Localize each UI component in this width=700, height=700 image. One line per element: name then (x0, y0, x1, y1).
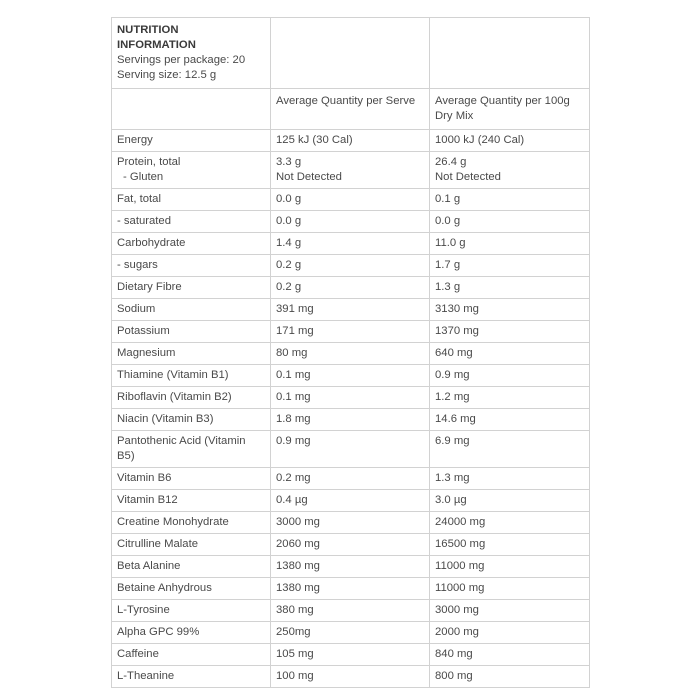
per-100g-cell (430, 343, 590, 365)
empty-cell (271, 18, 430, 89)
nutrient-name-value: - saturated (117, 215, 172, 227)
per-serve-cell-value: 125 kJ (30 Cal) (276, 134, 353, 146)
per-100g-cell (430, 431, 590, 468)
table-row (112, 152, 590, 189)
per-serve-cell-value: 3000 mg (276, 516, 320, 528)
per-serve-cell-value: 1380 mg (276, 560, 320, 572)
table-row (112, 189, 590, 211)
per-serve-cell-value: 0.4 µg (276, 494, 308, 506)
nutrient-name (112, 409, 271, 431)
nutrient-name-value: Magnesium (117, 347, 176, 359)
table-row (112, 578, 590, 600)
per-serve-cell (271, 644, 430, 666)
nutrient-name (112, 578, 271, 600)
per-100g-cell (430, 130, 590, 152)
per-100g-cell-value: 1.7 g (435, 259, 461, 271)
nutrient-name (112, 211, 271, 233)
per-serve-cell (271, 490, 430, 512)
nutrient-name-value: L-Theanine (117, 670, 175, 682)
nutrient-name-value: Beta Alanine (117, 560, 181, 572)
nutrient-rows (112, 130, 590, 688)
table-title-line2: INFORMATION (117, 39, 196, 51)
nutrient-name (112, 189, 271, 211)
nutrition-header-cell (112, 18, 271, 89)
nutrient-name-value: Vitamin B12 (117, 494, 178, 506)
per-serve-cell-value: 105 mg (276, 648, 314, 660)
per-serve-cell-value: 171 mg (276, 325, 314, 337)
nutrient-name (112, 255, 271, 277)
per-serve-cell (271, 622, 430, 644)
per-100g-cell-value: 24000 mg (435, 516, 486, 528)
per-serve-cell (271, 189, 430, 211)
per-serve-cell (271, 387, 430, 409)
column-header-per-serve: Average Quantity per Serve (271, 89, 430, 130)
per-100g-cell-value: 0.9 mg (435, 369, 470, 381)
table-row (112, 600, 590, 622)
nutrient-name-value: Dietary Fibre (117, 281, 182, 293)
table-row (112, 490, 590, 512)
per-serve-cell-value: 0.0 g (276, 193, 302, 205)
per-serve-cell (271, 365, 430, 387)
nutrient-name (112, 343, 271, 365)
nutrient-name-value: Citrulline Malate (117, 538, 198, 550)
per-serve-cell-value: 391 mg (276, 303, 314, 315)
per-100g-cell-value: 1.3 g (435, 281, 461, 293)
per-serve-cell (271, 321, 430, 343)
per-100g-cell (430, 277, 590, 299)
per-100g-cell (430, 189, 590, 211)
nutrient-name-value: L-Tyrosine (117, 604, 170, 616)
per-100g-cell-value: 6.9 mg (435, 435, 470, 447)
per-100g-cell-value: 800 mg (435, 670, 473, 682)
nutrient-name-value: Pantothenic Acid (Vitamin B5) (117, 435, 246, 462)
per-100g-cell (430, 211, 590, 233)
per-serve-cell-value: 0.1 mg (276, 391, 311, 403)
nutrient-name-sub-value: - Gluten (123, 171, 164, 183)
nutrient-name (112, 534, 271, 556)
nutrient-name (112, 468, 271, 490)
per-100g-cell (430, 534, 590, 556)
serving-size: Serving size: 12.5 g (117, 69, 217, 81)
per-100g-cell-value: 1.3 mg (435, 472, 470, 484)
per-100g-cell (430, 365, 590, 387)
per-100g-cell (430, 152, 590, 189)
nutrient-name-value: Alpha GPC 99% (117, 626, 200, 638)
per-100g-cell-value: 1.2 mg (435, 391, 470, 403)
nutrient-name (112, 299, 271, 321)
nutrient-name (112, 666, 271, 688)
table-row (112, 468, 590, 490)
per-100g-cell (430, 578, 590, 600)
table-row (112, 211, 590, 233)
per-100g-cell-value: 640 mg (435, 347, 473, 359)
per-serve-cell (271, 211, 430, 233)
per-serve-cell-value: 2060 mg (276, 538, 320, 550)
per-100g-cell (430, 387, 590, 409)
per-serve-cell-value: 3.3 g (276, 156, 302, 168)
table-row (112, 556, 590, 578)
nutrient-name-value: Protein, total (117, 156, 181, 168)
nutrient-name-value: Niacin (Vitamin B3) (117, 413, 214, 425)
table-row (112, 409, 590, 431)
nutrient-name (112, 387, 271, 409)
table-row (112, 233, 590, 255)
nutrient-name-value: Betaine Anhydrous (117, 582, 212, 594)
nutrient-name-value: Caffeine (117, 648, 159, 660)
nutrient-name-value: Potassium (117, 325, 170, 337)
per-100g-cell (430, 233, 590, 255)
per-100g-cell (430, 321, 590, 343)
per-100g-cell-value: 3.0 µg (435, 494, 467, 506)
nutrient-name-value: - sugars (117, 259, 158, 271)
per-serve-cell-sub-value: Not Detected (276, 171, 342, 183)
empty-cell (430, 18, 590, 89)
servings-per-package: Servings per package: 20 (117, 54, 246, 66)
per-serve-cell-value: 380 mg (276, 604, 314, 616)
per-serve-cell (271, 152, 430, 189)
per-100g-cell-value: 0.0 g (435, 215, 461, 227)
nutrient-name (112, 365, 271, 387)
per-100g-cell-value: 1000 kJ (240 Cal) (435, 134, 525, 146)
per-serve-cell-value: 100 mg (276, 670, 314, 682)
nutrient-name-value: Thiamine (Vitamin B1) (117, 369, 229, 381)
nutrient-name-value: Energy (117, 134, 153, 146)
nutrient-name (112, 431, 271, 468)
nutrient-name (112, 512, 271, 534)
table-row (112, 512, 590, 534)
per-serve-cell (271, 512, 430, 534)
per-100g-cell-value: 0.1 g (435, 193, 461, 205)
table-row (112, 277, 590, 299)
per-100g-cell-value: 11.0 g (435, 237, 466, 249)
per-100g-cell (430, 299, 590, 321)
nutrition-table (111, 17, 590, 688)
per-100g-cell-value: 26.4 g (435, 156, 467, 168)
per-100g-cell (430, 255, 590, 277)
per-100g-cell-value: 11000 mg (435, 560, 485, 572)
per-100g-cell-sub-value: Not Detected (435, 171, 501, 183)
table-row (112, 255, 590, 277)
column-header-per-100g: Average Quantity per 100g Dry Mix (430, 89, 590, 130)
table-row (112, 130, 590, 152)
nutrient-name-value: Carbohydrate (117, 237, 186, 249)
table-row (112, 666, 590, 688)
per-100g-cell-value: 1370 mg (435, 325, 479, 337)
per-serve-cell (271, 255, 430, 277)
per-100g-cell-value: 11000 mg (435, 582, 485, 594)
table-row (112, 534, 590, 556)
per-serve-cell-value: 80 mg (276, 347, 308, 359)
per-100g-cell (430, 644, 590, 666)
empty-cell (112, 89, 271, 130)
table-row (112, 431, 590, 468)
per-serve-cell-value: 0.1 mg (276, 369, 311, 381)
per-100g-cell (430, 600, 590, 622)
nutrient-name (112, 622, 271, 644)
per-serve-cell (271, 343, 430, 365)
per-serve-cell (271, 578, 430, 600)
table-row (112, 299, 590, 321)
nutrient-name (112, 556, 271, 578)
nutrient-name (112, 130, 271, 152)
per-100g-cell-value: 2000 mg (435, 626, 479, 638)
per-serve-cell (271, 468, 430, 490)
per-serve-cell-value: 1.4 g (276, 237, 302, 249)
per-serve-cell-value: 0.2 g (276, 281, 302, 293)
per-serve-cell (271, 233, 430, 255)
table-row (112, 365, 590, 387)
table-title-line1: NUTRITION (117, 24, 179, 36)
per-100g-cell (430, 512, 590, 534)
per-serve-cell (271, 130, 430, 152)
nutrient-name (112, 277, 271, 299)
nutrient-name (112, 600, 271, 622)
table-row (112, 622, 590, 644)
per-serve-cell-value: 0.2 g (276, 259, 302, 271)
per-serve-cell (271, 534, 430, 556)
per-100g-cell (430, 490, 590, 512)
nutrient-name (112, 152, 271, 189)
column-header-row (112, 89, 590, 130)
table-row (112, 387, 590, 409)
per-serve-cell-value: 0.2 mg (276, 472, 311, 484)
nutrient-name (112, 321, 271, 343)
per-serve-cell (271, 277, 430, 299)
per-100g-cell (430, 666, 590, 688)
nutrient-name-value: Vitamin B6 (117, 472, 172, 484)
per-serve-cell-value: 0.9 mg (276, 435, 311, 447)
per-serve-cell (271, 666, 430, 688)
per-100g-cell (430, 409, 590, 431)
table-row (112, 644, 590, 666)
per-100g-cell (430, 468, 590, 490)
per-100g-cell-value: 3000 mg (435, 604, 479, 616)
per-100g-cell-value: 16500 mg (435, 538, 486, 550)
nutrient-name-value: Sodium (117, 303, 156, 315)
nutrient-name-value: Creatine Monohydrate (117, 516, 229, 528)
nutrient-name (112, 233, 271, 255)
nutrient-name (112, 644, 271, 666)
nutrient-name-value: Riboflavin (Vitamin B2) (117, 391, 232, 403)
title-row (112, 18, 590, 89)
per-100g-cell-value: 14.6 mg (435, 413, 476, 425)
per-serve-cell-value: 250mg (276, 626, 311, 638)
per-serve-cell-value: 1380 mg (276, 582, 320, 594)
per-100g-cell (430, 622, 590, 644)
per-serve-cell (271, 600, 430, 622)
table-row (112, 343, 590, 365)
per-100g-cell-value: 840 mg (435, 648, 473, 660)
per-serve-cell (271, 431, 430, 468)
per-100g-cell (430, 556, 590, 578)
nutrient-name-value: Fat, total (117, 193, 161, 205)
per-serve-cell (271, 299, 430, 321)
table-row (112, 321, 590, 343)
nutrient-name (112, 490, 271, 512)
per-100g-cell-value: 3130 mg (435, 303, 479, 315)
per-serve-cell (271, 556, 430, 578)
per-serve-cell (271, 409, 430, 431)
per-serve-cell-value: 1.8 mg (276, 413, 311, 425)
per-serve-cell-value: 0.0 g (276, 215, 302, 227)
